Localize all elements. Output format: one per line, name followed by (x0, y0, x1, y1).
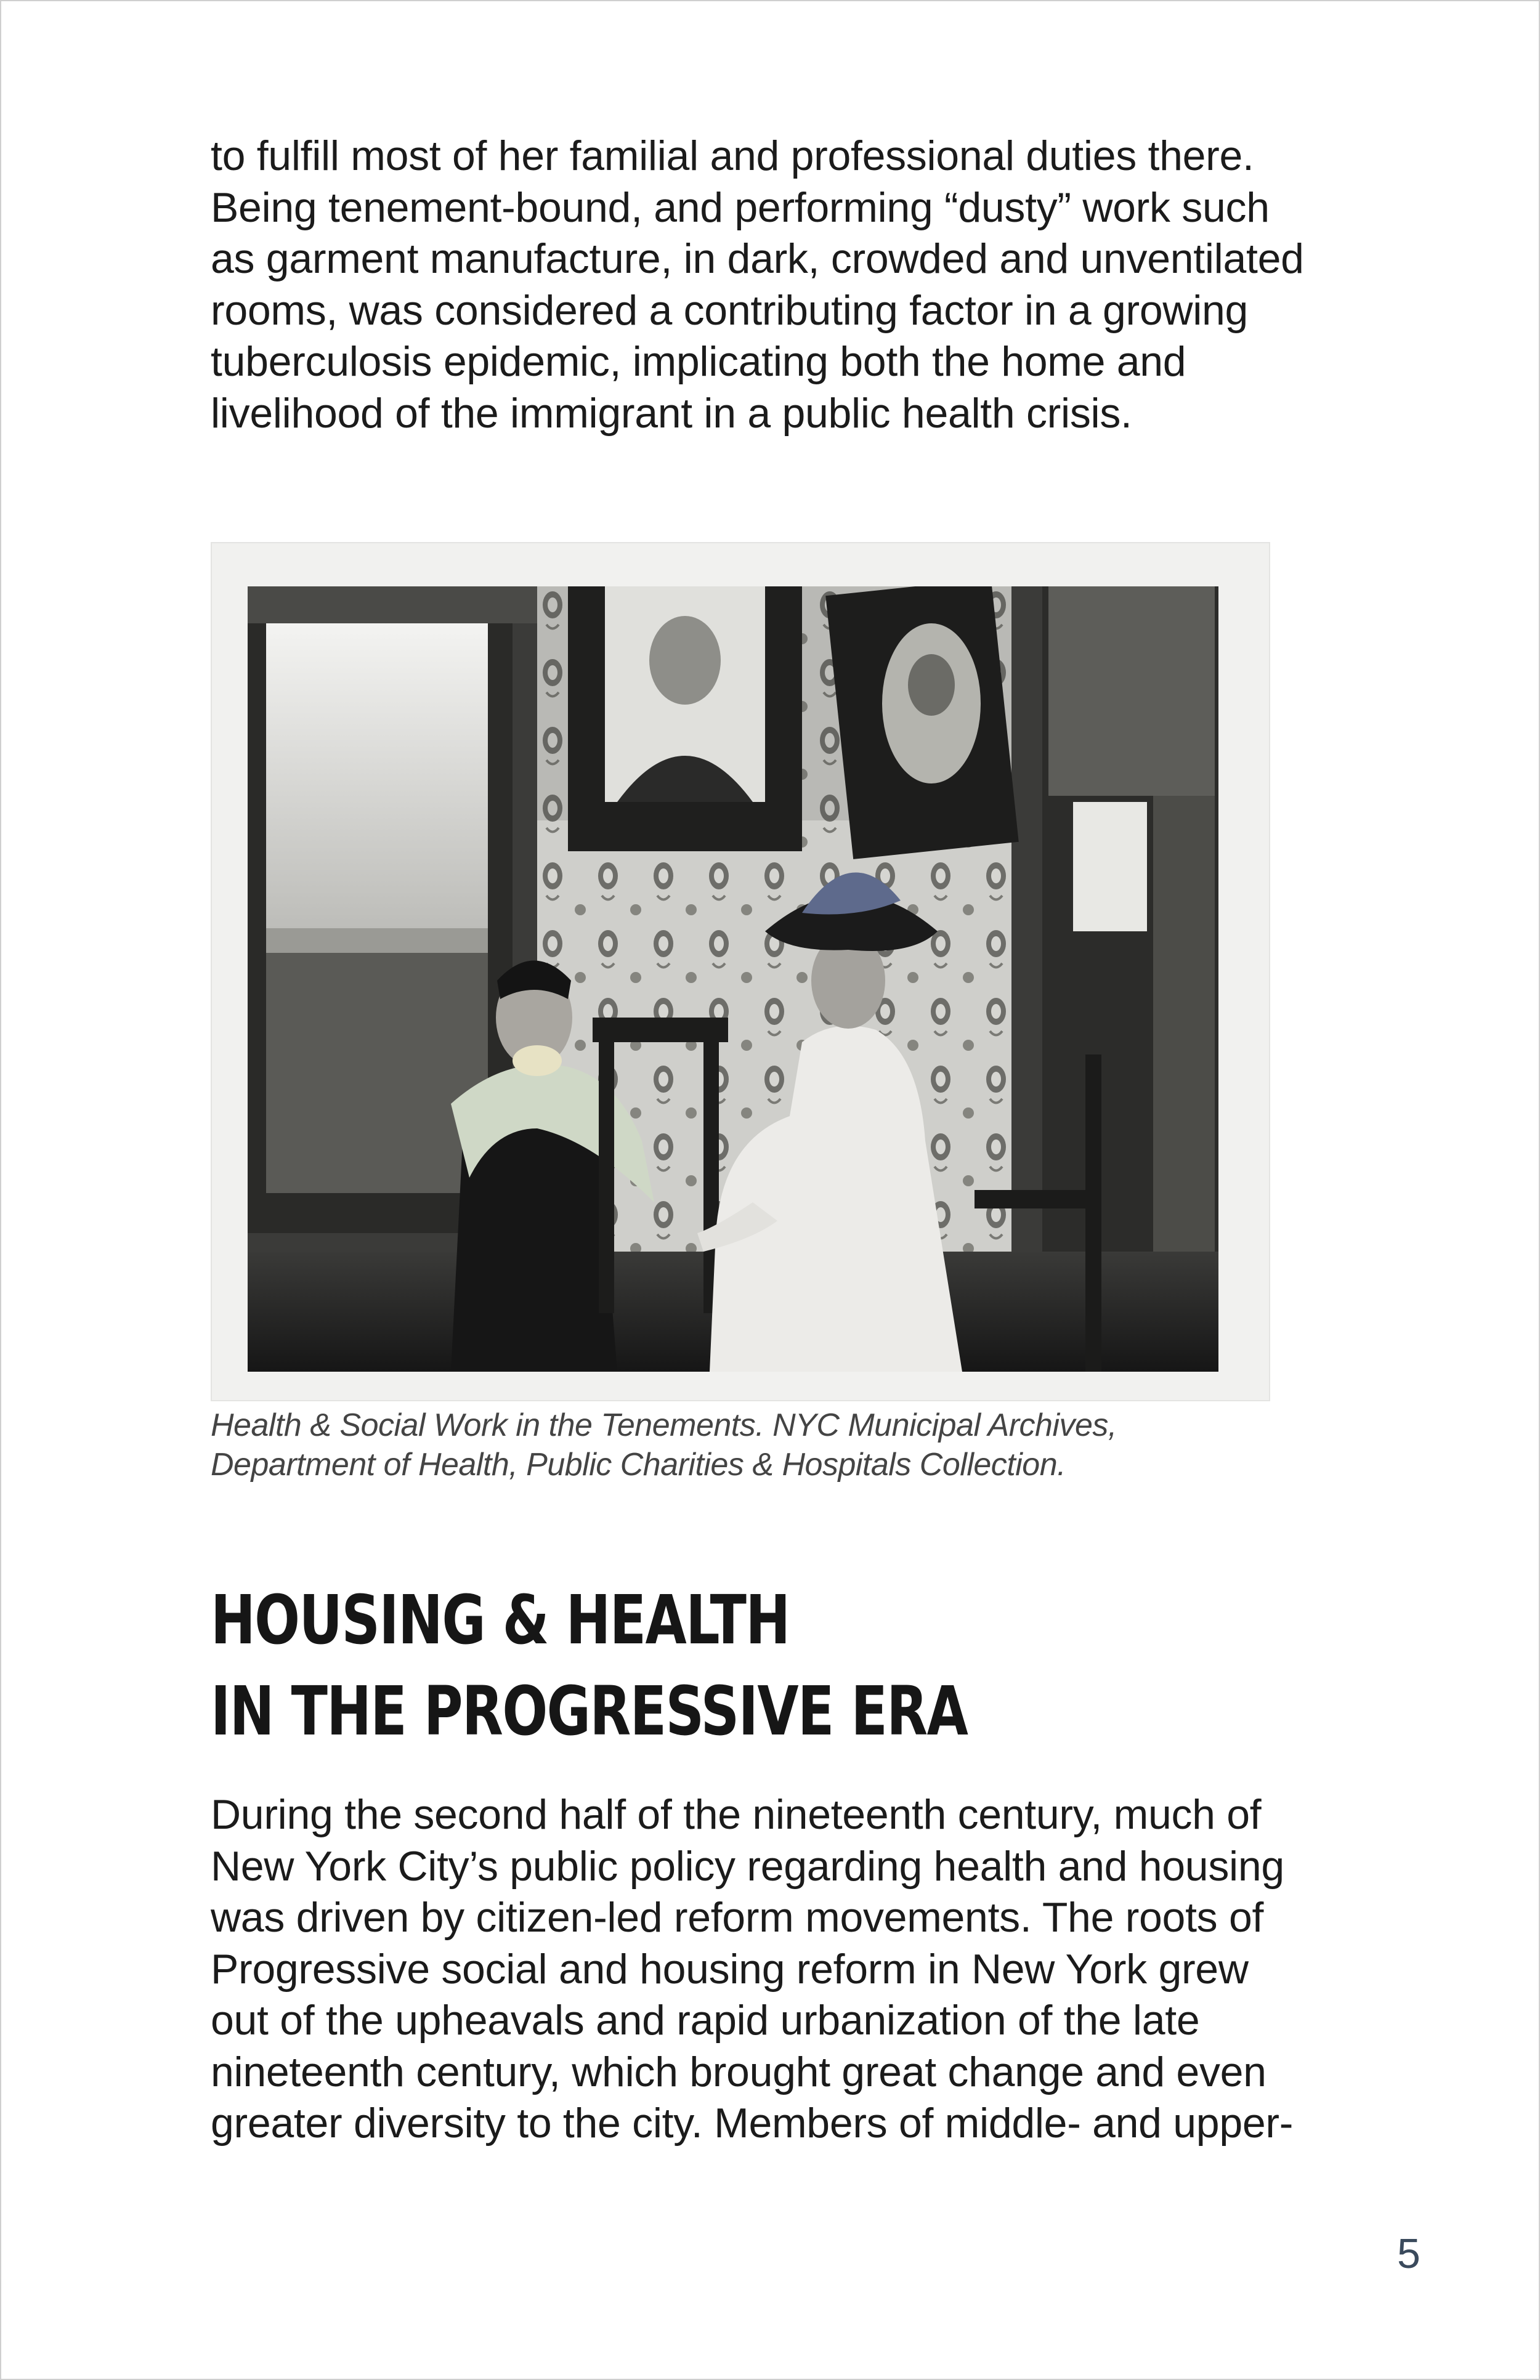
page-number: 5 (1397, 2230, 1420, 2277)
photo-mount (211, 542, 1270, 1401)
section-heading (211, 1574, 967, 1757)
heading-line: IN THE PROGRESSIVE ERA (211, 1672, 968, 1751)
tenement-photo (248, 586, 1218, 1372)
text-line: rooms, was considered a contributing factor in a growing (211, 286, 1249, 334)
text-line: Being tenement-bound, and performing “dusty” work such (211, 184, 1270, 231)
text-line: livelihood of the immigrant in a public health crisis. (211, 389, 1132, 437)
text-line: Progressive social and housing reform in New York grew (211, 1945, 1249, 1993)
text-line: to fulfill most of her familial and professional duties there. (211, 132, 1254, 179)
text-line: out of the upheavals and rapid urbanization of the late (211, 1997, 1200, 2044)
tenement-photo-illustration (248, 586, 1218, 1372)
photo-caption (211, 1406, 1381, 1484)
text-line: During the second half of the nineteenth century, much of (211, 1791, 1262, 1838)
heading-line: HOUSING & HEALTH (211, 1581, 790, 1659)
section-paragraph (211, 1789, 1437, 2150)
text-line: greater diversity to the city. Members of middle- and upper- (211, 2100, 1294, 2147)
text-line: as garment manufacture, in dark, crowded and unventilated (211, 235, 1304, 282)
text-line: nineteenth century, which brought great change and even (211, 2048, 1266, 2095)
intro-paragraph (211, 131, 1437, 439)
caption-line: Department of Health, Public Charities & Hospitals Collection. (211, 1447, 1066, 1483)
caption-line: Health & Social Work in the Tenements. NYC Municipal Archives, (211, 1407, 1117, 1443)
text-line: was driven by citizen-led reform movements. The roots of (211, 1894, 1264, 1941)
text-line: New York City’s public policy regarding health and housing (211, 1842, 1284, 1890)
text-line: tuberculosis epidemic, implicating both the home and (211, 338, 1186, 385)
